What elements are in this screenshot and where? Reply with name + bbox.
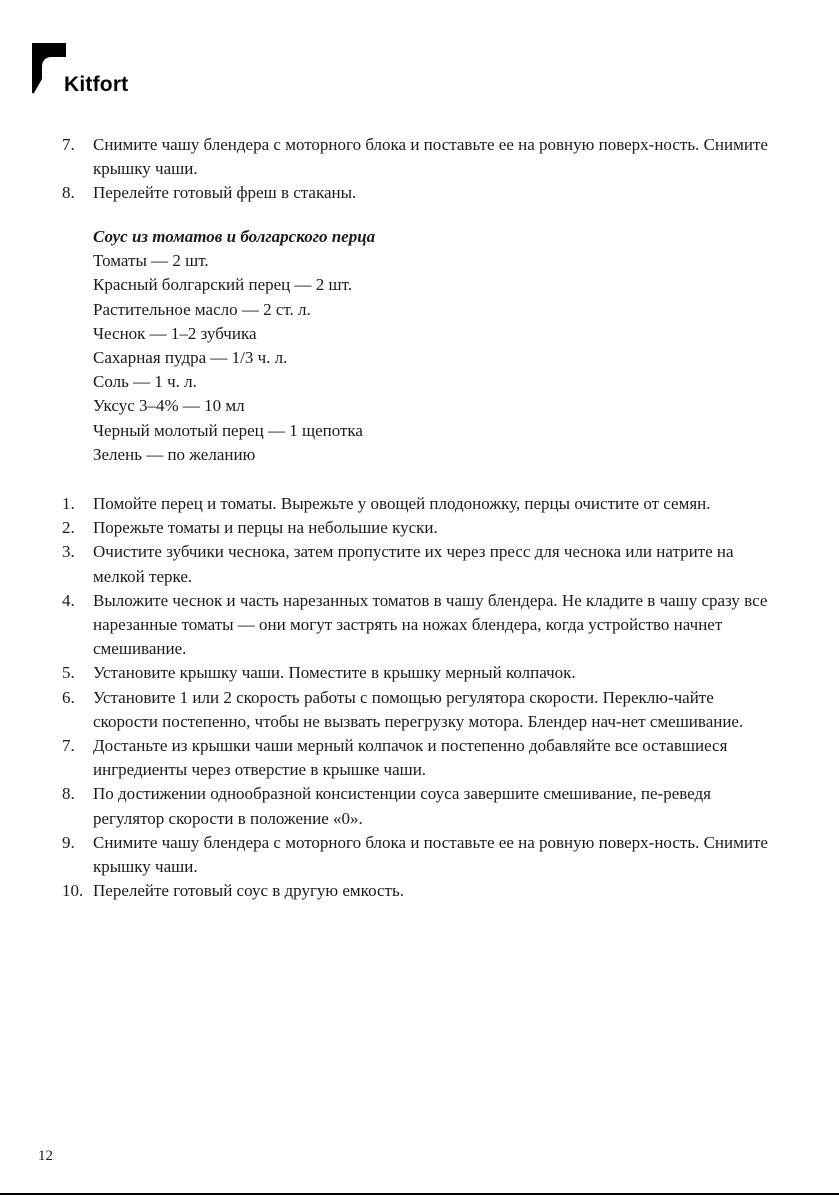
step-number: 6. <box>62 687 75 707</box>
step-text: Порежьте томаты и перцы на небольшие куски. <box>93 518 438 538</box>
ingredient: Чеснок — 1–2 зубчика <box>93 323 257 343</box>
step-text: Установите крышку чаши. Поместите в крышку мерный колпачок. <box>93 663 576 683</box>
list-item <box>0 661 778 685</box>
step-number: 8. <box>62 784 75 804</box>
ingredient: Растительное масло — 2 ст. л. <box>93 299 311 319</box>
ingredient: Черный молотый перец — 1 щепотка <box>93 420 363 440</box>
list-item <box>0 686 778 734</box>
step-number: 7. <box>62 135 75 154</box>
page-number: 12 <box>38 1148 53 1164</box>
list-item <box>0 133 778 181</box>
ingredient: Соль — 1 ч. л. <box>93 372 197 392</box>
page-bottom-rule <box>0 1193 839 1195</box>
list-item <box>0 181 778 205</box>
ingredient: Томаты — 2 шт. <box>93 251 209 271</box>
step-text: Очистите зубчики чеснока, затем пропустите их через пресс для чеснока или натрите на мелкой терке. <box>93 542 734 586</box>
list-item <box>0 879 778 903</box>
brand-logo <box>30 43 170 103</box>
step-text: Помойте перец и томаты. Вырежьте у овощей плодоножку, перцы очистите от семян. <box>93 494 711 513</box>
step-text: Снимите чашу блендера с моторного блока и поставьте ее на ровную поверх-ность. Снимите крышку чаши. <box>93 135 768 179</box>
step-number: 5. <box>62 663 75 683</box>
step-number: 9. <box>62 832 75 852</box>
step-text: Установите 1 или 2 скорость работы с помощью регулятора скорости. Переклю-чайте скорости постепенно, чтобы не вызвать перегрузку мотора. Блендер нач-нет смешивание. <box>93 687 744 731</box>
step-text: Выложите чеснок и часть нарезанных томатов в чашу блендера. Не кладите в чашу сразу все нарезанные томаты — они могут застрять на ножах блендера, когда устройство начнет смешивание. <box>93 590 768 659</box>
list-item <box>0 492 778 516</box>
step-text: Перелейте готовый фреш в стаканы. <box>93 183 357 203</box>
step-text: По достижении однообразной консистенции соуса завершите смешивание, пе-реведя регулятор скорости в положение «0». <box>93 784 711 828</box>
ingredient: Красный болгарский перец — 2 шт. <box>93 275 353 295</box>
step-text: Перелейте готовый соус в другую емкость. <box>93 881 404 901</box>
ingredient: Зелень — по желанию <box>93 444 256 464</box>
step-number: 7. <box>62 736 75 756</box>
step-number: 1. <box>62 494 75 513</box>
list-item <box>0 540 778 588</box>
recipe-title: Соус из томатов и болгарского перца <box>93 227 376 246</box>
ingredient: Сахарная пудра — 1/3 ч. л. <box>93 348 288 368</box>
step-number: 3. <box>62 542 75 562</box>
list-item <box>0 782 778 830</box>
list-item <box>0 831 778 879</box>
list-item <box>0 734 778 782</box>
step-number: 2. <box>62 518 75 538</box>
recipe-block <box>93 225 375 467</box>
step-text: Снимите чашу блендера с моторного блока и поставьте ее на ровную поверх-ность. Снимите крышку чаши. <box>93 832 768 877</box>
list-item <box>0 589 778 662</box>
top-steps-list <box>0 133 778 206</box>
steps-list <box>0 492 778 903</box>
list-item <box>0 516 778 540</box>
step-text: Достаньте из крышки чаши мерный колпачок и постепенно добавляйте все оставшиеся ингредиенты через отверстие в крышке чаши. <box>93 736 728 780</box>
step-number: 4. <box>62 590 75 610</box>
step-number: 10. <box>62 881 84 901</box>
brand-name: Kitfort <box>64 73 129 96</box>
ingredient: Уксус 3–4% — 10 мл <box>93 396 245 416</box>
step-number: 8. <box>62 183 75 203</box>
